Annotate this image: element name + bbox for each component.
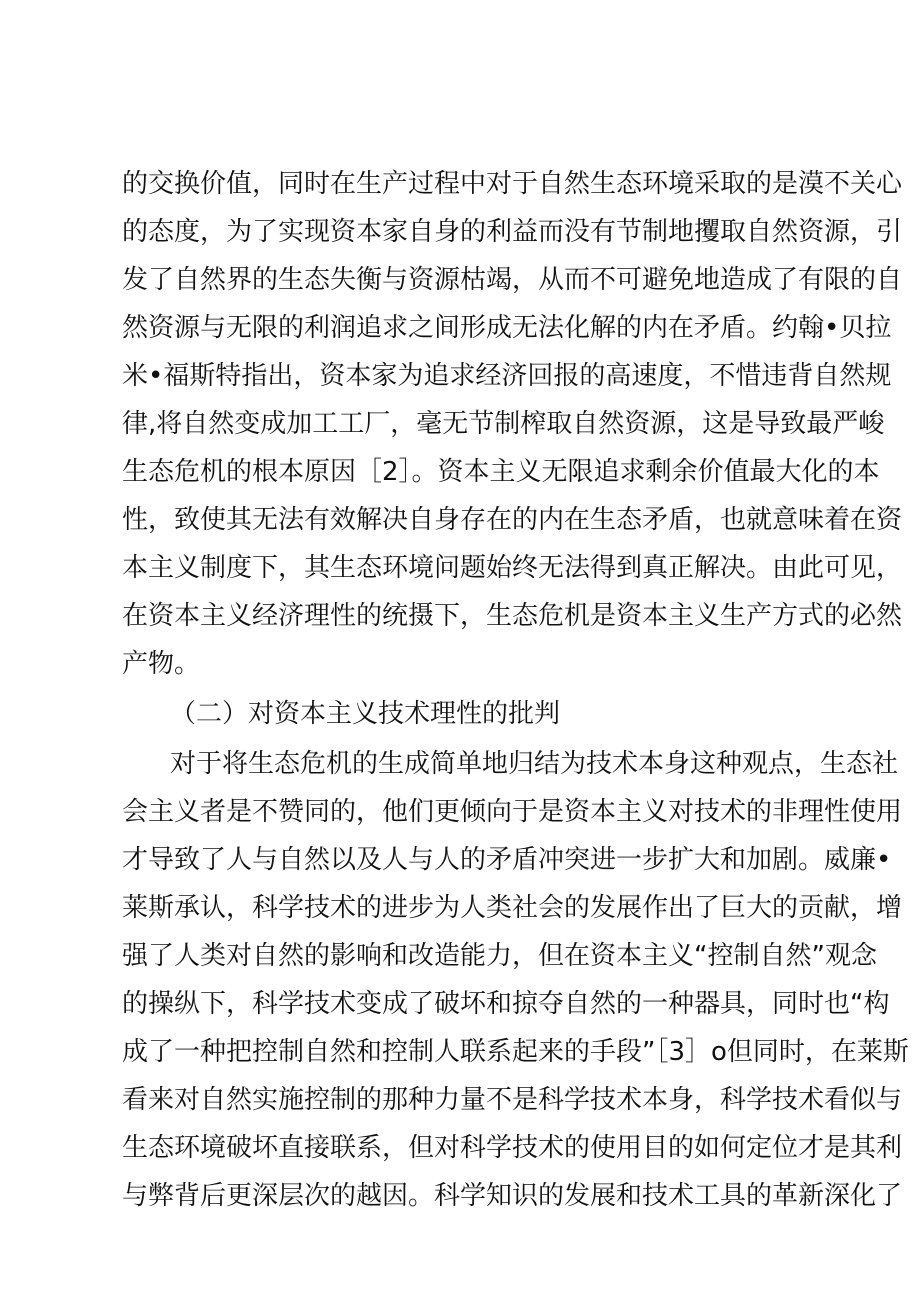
paragraph1-line: 产物。 [122, 649, 201, 679]
paragraph2-line: 对于将生态危机的生成简单地归结为技术本身这种观点，生态社 [170, 749, 899, 779]
paragraph1-line: 米•福斯特指出，资本家为追求经济回报的高速度，不惜违背自然规 [122, 361, 892, 391]
paragraph2-line: 看来对自然实施控制的那种力量不是科学技术本身，科学技术看似与 [122, 1085, 903, 1115]
paragraph2-line: 莱斯承认，科学技术的进步为人类社会的发展作出了巨大的贡献，增 [122, 893, 903, 923]
paragraph2-line: 成了一种把控制自然和控制人联系起来的手段”［3］o但同时，在莱斯 [122, 1037, 909, 1067]
paragraph2-line: 才导致了人与自然以及人与人的矛盾冲突进一步扩大和加剧。威廉• [122, 845, 892, 875]
paragraph1-line: 本主义制度下，其生态环境问题始终无法得到真正解决。由此可见， [122, 553, 903, 583]
paragraph1-line: 发了自然界的生态失衡与资源枯竭，从而不可避免地造成了有限的自 [122, 265, 903, 295]
paragraph2-line: 的操纵下，科学技术变成了破坏和掠夺自然的一种器具，同时也“构 [122, 989, 890, 1019]
paragraph2-line: 强了人类对自然的影响和改造能力，但在资本主义“控制自然”观念 [122, 941, 877, 971]
paragraph2-line: 会主义者是不赞同的，他们更倾向于是资本主义对技术的非理性使用 [122, 797, 903, 827]
paragraph1-line: 性，致使其无法有效解决自身存在的内在生态矛盾，也就意味着在资 [122, 505, 903, 535]
paragraph2-line: 生态环境破坏直接联系，但对科学技术的使用目的如何定位才是其利 [122, 1133, 903, 1163]
paragraph1-line: 在资本主义经济理性的统摄下，生态危机是资本主义生产方式的必然 [122, 601, 903, 631]
paragraph1-line: 的态度，为了实现资本家自身的利益而没有节制地攫取自然资源，引 [122, 217, 903, 247]
paragraph1-line: 然资源与无限的利润追求之间形成无法化解的内在矛盾。约翰•贝拉 [122, 313, 892, 343]
paragraph1-line: 的交换价值，同时在生产过程中对于自然生态环境采取的是漠不关心 [122, 169, 903, 199]
paragraph2-line: 与弊背后更深层次的越因。科学知识的发展和技术工具的革新深化了 [122, 1181, 903, 1211]
section-heading: （二）对资本主义技术理性的批判 [170, 699, 561, 729]
paragraph1-line: 律,将自然变成加工工厂，毫无节制榨取自然资源，这是导致最严峻 [122, 409, 885, 439]
paragraph1-line: 生态危机的根本原因［2］。资本主义无限追求剩余价值最大化的本 [122, 457, 880, 487]
